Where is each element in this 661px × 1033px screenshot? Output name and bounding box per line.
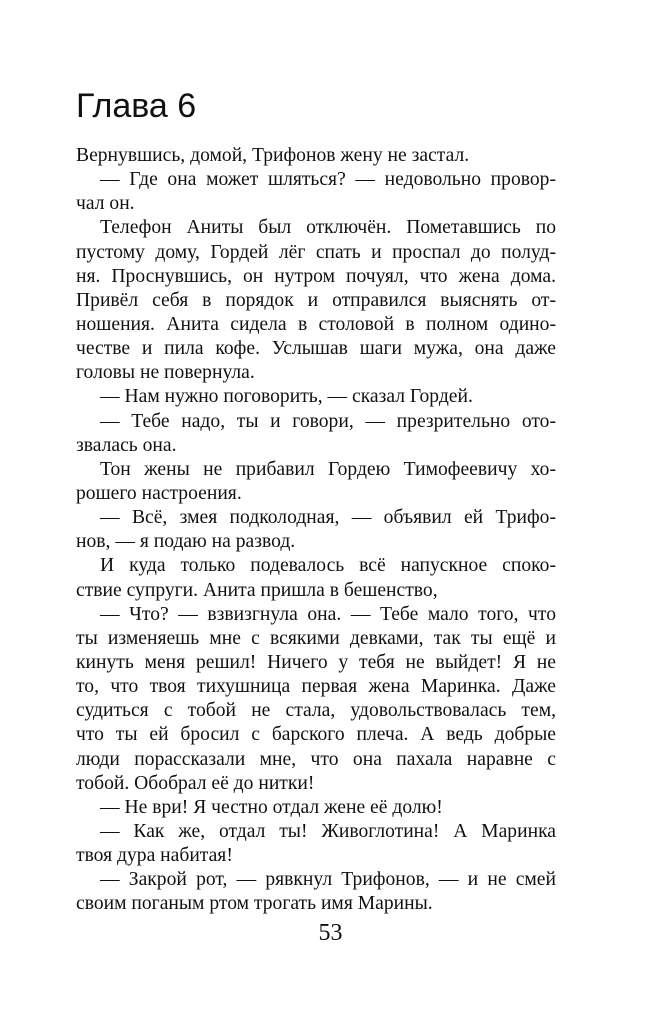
text-line: пустому дому, Гордей лёг спать и проспал до полуд- xyxy=(76,241,556,263)
text-line: твоя дура набитая! xyxy=(76,845,233,867)
text-line: И куда только подевалось всё напускное споко- xyxy=(100,555,556,577)
text-line: Телефон Аниты был отключён. Пометавшись по xyxy=(100,217,556,239)
page-number: 53 xyxy=(318,920,343,946)
text-line: — Тебе надо, ты и говори, — презрительно ото- xyxy=(100,410,556,432)
chapter-title: Глава 6 xyxy=(76,87,197,125)
text-line: тобой. Обобрал её до нитки! xyxy=(76,772,315,794)
text-line: чал он. xyxy=(76,193,135,215)
text-line: ты изменяешь мне с всякими девками, так ты ещё и xyxy=(76,627,556,649)
text-line: Тон жены не прибавил Гордею Тимофеевичу хо- xyxy=(100,458,556,480)
text-line: что ты ей бросил с барского плеча. А ведь добрые xyxy=(76,724,556,746)
text-line: честве и пила кофе. Услышав шаги мужа, она даже xyxy=(76,338,556,360)
text-line: звалась она. xyxy=(76,434,177,456)
text-line: — Где она может шляться? — недовольно провор- xyxy=(100,169,556,191)
text-line: Привёл себя в порядок и отправился выяснять от- xyxy=(76,289,556,311)
text-line: ня. Проснувшись, он нутром почуял, что жена дома. xyxy=(76,265,556,287)
text-line: своим поганым ртом трогать имя Марины. xyxy=(76,893,433,915)
text-line: судиться с тобой не стала, удовольствовалась тем, xyxy=(76,700,556,722)
text-line: ствие супруги. Анита пришла в бешенство, xyxy=(76,579,438,601)
text-line: рошего настроения. xyxy=(76,482,242,504)
text-line: — Закрой рот, — рявкнул Трифонов, — и не смей xyxy=(100,869,556,891)
text-line: — Нам нужно поговорить, — сказал Гордей. xyxy=(100,386,473,408)
text-line: Вернувшись, домой, Трифонов жену не застал. xyxy=(76,145,470,166)
text-line: головы не повернула. xyxy=(76,362,255,384)
text-line: — Всё, змея подколодная, — объявил ей Трифо- xyxy=(100,507,556,529)
chapter-body-text xyxy=(76,144,556,917)
text-line: ношения. Анита сидела в столовой в полном одино- xyxy=(76,313,556,335)
text-line: нов, — я подаю на развод. xyxy=(76,531,296,553)
text-line: люди порассказали мне, что она пахала наравне с xyxy=(76,748,556,770)
text-line: — Как же, отдал ты! Живоглотина! А Маринка xyxy=(100,820,556,842)
text-line: кинуть меня решил! Ничего у тебя не выйдет! Я не xyxy=(76,651,556,673)
text-line: — Не ври! Я честно отдал жене её долю! xyxy=(100,796,443,818)
text-line: то, что твоя тихушница первая жена Маринка. Даже xyxy=(76,676,556,698)
text-line: — Что? — взвизгнула она. — Тебе мало того, что xyxy=(100,603,556,625)
